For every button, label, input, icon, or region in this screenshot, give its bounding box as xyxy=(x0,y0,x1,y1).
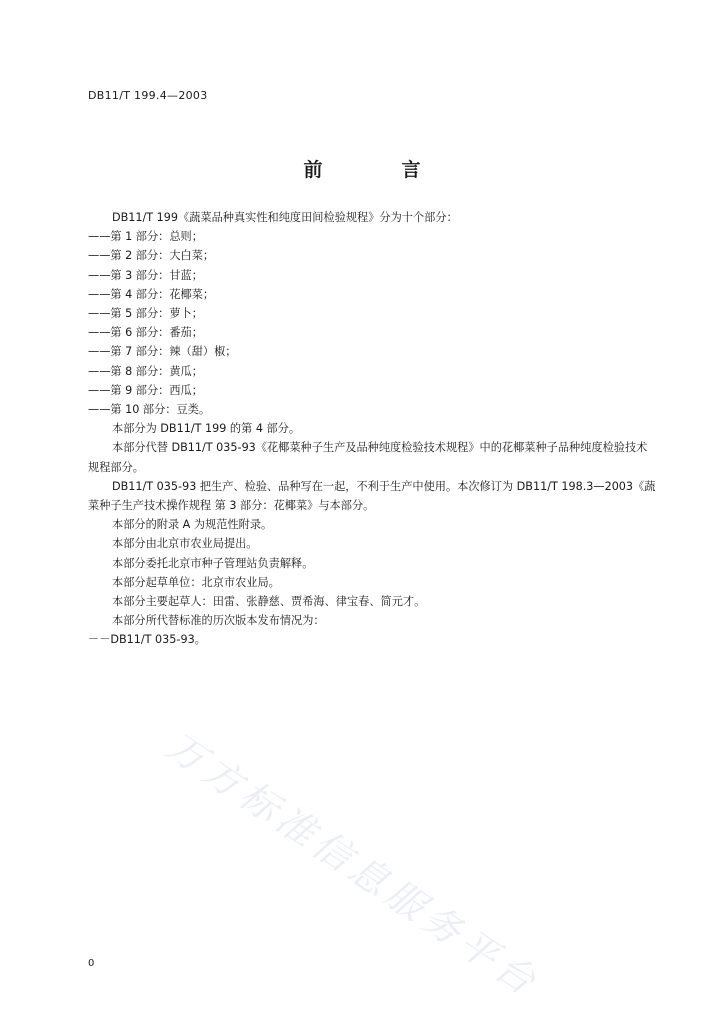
body-paragraph: 本部分所代替标准的历次版本发布情况为： xyxy=(112,614,325,628)
part-list-item: ——第 1 部分：总则； xyxy=(88,230,203,244)
body-paragraph: 本部分为 DB11/T 199 的第 4 部分。 xyxy=(112,422,301,436)
body-paragraph: 本部分由北京市农业局提出。 xyxy=(112,537,258,551)
foreword-body xyxy=(88,208,658,650)
part-list-item: ——第 3 部分：甘蓝； xyxy=(88,268,203,282)
part-list-item: ——第 10 部分：豆类。 xyxy=(88,403,211,417)
part-list-item: ——第 6 部分：番茄； xyxy=(88,326,203,340)
body-paragraph: 本部分主要起草人：田雷、张静慈、贾希海、律宝春、简元才。 xyxy=(112,595,426,609)
page-title: 前 言 xyxy=(303,159,451,181)
watermark: 万方标准信息服务平台 xyxy=(158,723,548,1006)
body-paragraph: 本部分委托北京市种子管理站负责解释。 xyxy=(112,556,314,570)
body-paragraph: 本部分起草单位：北京市农业局。 xyxy=(112,575,280,589)
page-number: 0 xyxy=(88,958,95,969)
body-paragraph: 本部分代替 DB11/T 035-93《花椰菜种子生产及品种纯度检验技术规程》中的花椰菜种子品种纯度检验技术规程部分。 xyxy=(88,441,648,474)
part-list-item: ——第 9 部分：西瓜； xyxy=(88,383,203,397)
body-paragraph: 本部分的附录 A 为规范性附录。 xyxy=(112,518,273,532)
intro-paragraph: DB11/T 199《蔬菜品种真实性和纯度田间检验规程》分为十个部分： xyxy=(112,211,458,224)
part-list-item: ——第 2 部分：大白菜； xyxy=(88,249,215,263)
history-item: －－DB11/T 035-93。 xyxy=(88,633,206,647)
body-paragraph: DB11/T 035-93 把生产、检验、品种写在一起，不利于生产中使用。本次修订为 DB11/T 198.3—2003《蔬菜种子生产技术操作规程 第 3 部分：花椰菜》与本部分。 xyxy=(88,479,656,513)
part-list-item: ——第 7 部分：辣（甜）椒； xyxy=(88,345,237,359)
part-list-item: ——第 8 部分：黄瓜； xyxy=(88,364,203,378)
part-list-item: ——第 4 部分：花椰菜； xyxy=(88,287,215,301)
document-code: DB11/T 199.4—2003 xyxy=(88,89,208,102)
part-list-item: ——第 5 部分：萝卜； xyxy=(88,307,203,321)
